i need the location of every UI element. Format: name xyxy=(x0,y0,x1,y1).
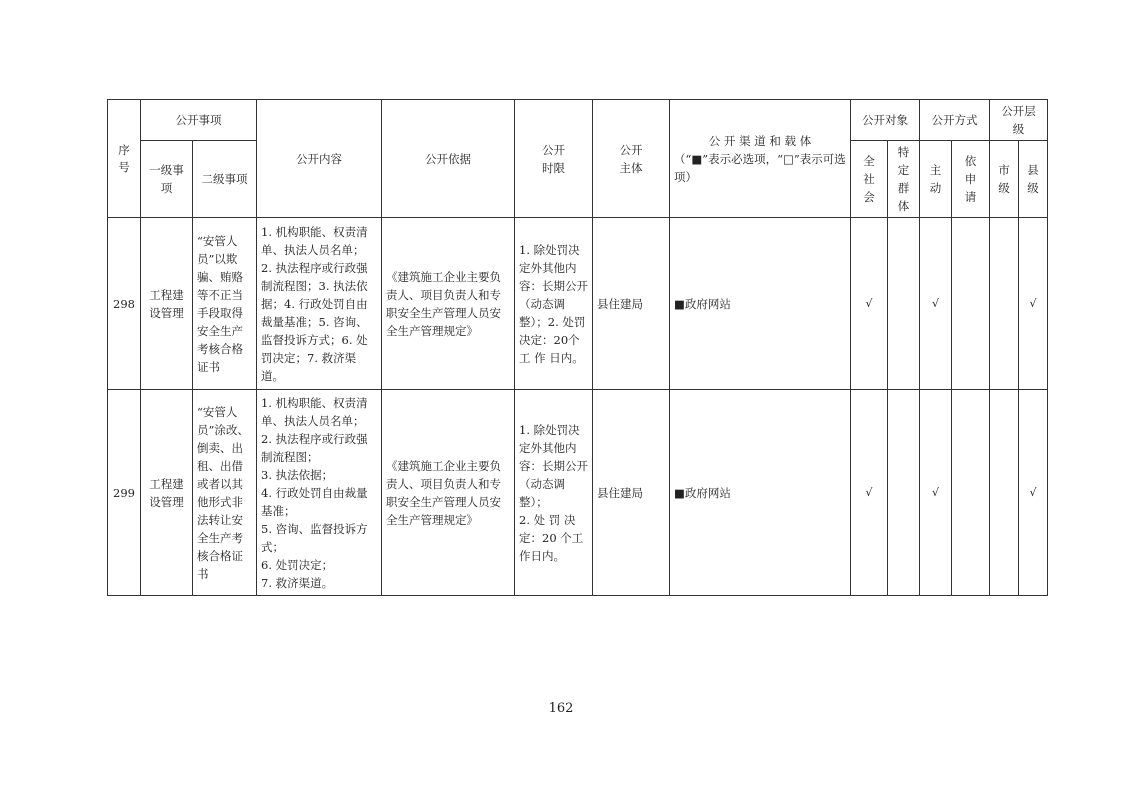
row-target-all: √ xyxy=(851,390,888,596)
page-number: 162 xyxy=(548,701,574,716)
header-time-limit: 公开 时限 xyxy=(515,100,593,218)
header-target: 公开对象 xyxy=(851,100,920,141)
row-method-active: √ xyxy=(920,218,952,390)
row-subject: 县住建局 xyxy=(593,218,670,390)
header-content: 公开内容 xyxy=(257,100,382,218)
header-target-specific: 特 定 群 体 xyxy=(888,141,920,218)
header-items: 公开事项 xyxy=(141,100,257,141)
table-row xyxy=(108,218,1048,390)
row-level2: “安管人员”以欺骗、贿赂等不正当手段取得安全生产考核合格证书 xyxy=(193,218,257,390)
header-subject: 公开 主体 xyxy=(593,100,670,218)
row-method-active: √ xyxy=(920,390,952,596)
row-time-limit: 1. 除处罚决定外其他内容：长期公开（动态调整）；2. 处罚决定：20个 工 作 日内。 xyxy=(515,218,593,390)
row-content: 1. 机构职能、权责清单、执法人员名单； 2. 执法程序或行政强制流程图；3. 执法依据；4. 行政处罚自由裁量基准；5. 咨询、监督投诉方式；6. 处罚决定；7. 救济渠道。 xyxy=(257,218,382,390)
row-level2: “安管人员”涂改、倒卖、出租、出借或者以其他形式非法转让安全生产考核合格证书 xyxy=(193,390,257,596)
header-channel-note: （“■”表示必选项，“□”表示可选项） xyxy=(674,151,846,184)
disclosure-table xyxy=(107,99,1048,596)
header-basis: 公开依据 xyxy=(382,100,515,218)
row-level-county: √ xyxy=(1019,218,1048,390)
row-time-limit: 1. 除处罚决定外其他内容：长期公开（动态调整）； 2. 处 罚 决 定：20 个工作日内。 xyxy=(515,390,593,596)
header-method-apply: 依 申 请 xyxy=(952,141,990,218)
header-seq: 序 号 xyxy=(108,100,141,218)
header-method-active: 主 动 xyxy=(920,141,952,218)
header-channel-title: 公 开 渠 道 和 载 体 xyxy=(708,133,812,148)
header-level1: 一级事 项 xyxy=(141,141,193,218)
row-target-specific xyxy=(888,390,920,596)
row-level1: 工程建设管理 xyxy=(141,218,193,390)
row-method-apply xyxy=(952,390,990,596)
header-method: 公开方式 xyxy=(920,100,990,141)
header-level2: 二级事项 xyxy=(193,141,257,218)
row-seq: 298 xyxy=(108,218,141,390)
row-channel: ■政府网站 xyxy=(670,218,851,390)
row-content: 1. 机构职能、权责清单、执法人员名单； 2. 执法程序或行政强制流程图； 3. 执法依据； 4. 行政处罚自由裁量基准； 5. 咨询、监督投诉方式； 6. 处罚决定； 7. 救济渠道。 xyxy=(257,390,382,596)
row-basis: 《建筑施工企业主要负责人、项目负责人和专职安全生产管理人员安全生产管理规定》 xyxy=(382,390,515,596)
header-level-city: 市 级 xyxy=(990,141,1019,218)
row-target-all: √ xyxy=(851,218,888,390)
header-channel xyxy=(670,100,851,218)
header-target-all: 全 社 会 xyxy=(851,141,888,218)
row-level1: 工程建设管理 xyxy=(141,390,193,596)
header-level-county: 县 级 xyxy=(1019,141,1048,218)
row-subject: 县住建局 xyxy=(593,390,670,596)
row-target-specific xyxy=(888,218,920,390)
row-level-city xyxy=(990,218,1019,390)
header-row-1 xyxy=(108,100,1048,141)
row-level-city xyxy=(990,390,1019,596)
row-channel: ■政府网站 xyxy=(670,390,851,596)
row-method-apply xyxy=(952,218,990,390)
row-level-county: √ xyxy=(1019,390,1048,596)
row-basis: 《建筑施工企业主要负责人、项目负责人和专职安全生产管理人员安全生产管理规定》 xyxy=(382,218,515,390)
table-row xyxy=(108,390,1048,596)
row-seq: 299 xyxy=(108,390,141,596)
header-level: 公开层 级 xyxy=(990,100,1048,141)
